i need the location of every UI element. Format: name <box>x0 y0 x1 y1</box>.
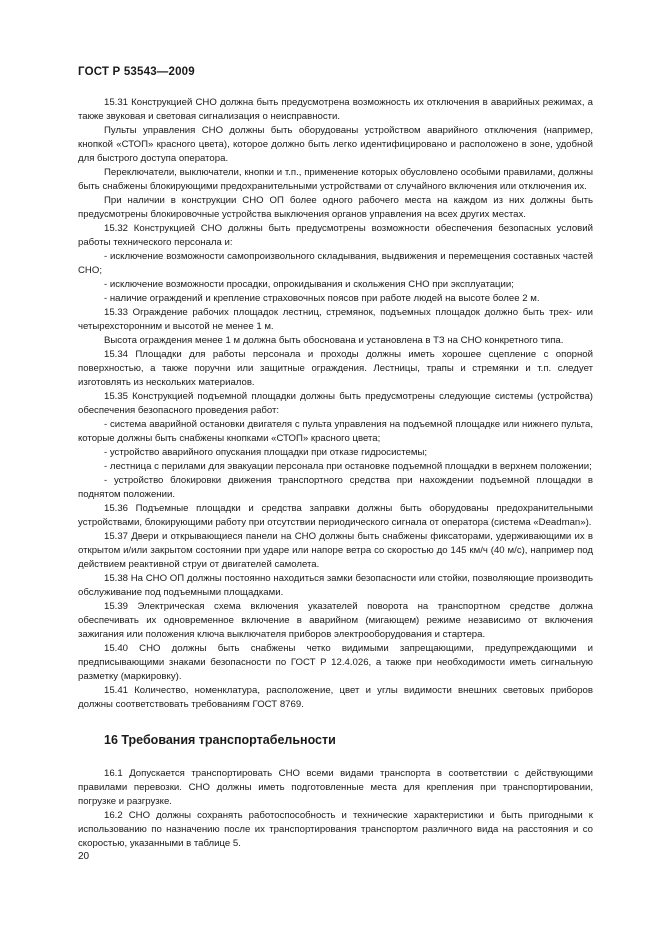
paragraph: 16.2 СНО должны сохранять работоспособность и технические характеристики и быть пригодными к использованию по назначению после их транспортирования транспортом различного вида на расстояния и со скоростью, указанными в таблице 5. <box>78 810 593 849</box>
list-item: - устройство блокировки движения транспортного средства при нахождении подъемной площадки в поднятом положении. <box>78 475 593 500</box>
paragraph: Пульты управления СНО должны быть оборудованы устройством аварийного отключения (например, кнопкой «СТОП» красного цвета), которое должно быть легко идентифицировано и расположено в зоне, удобной для быстрого доступа оператора. <box>78 125 593 164</box>
body-text <box>78 96 593 851</box>
standard-header: ГОСТ Р 53543—2009 <box>78 66 195 78</box>
paragraph: Переключатели, выключатели, кнопки и т.п., применение которых обусловлено особыми правилами, должны быть снабжены блокирующими предохранительными устройствами от случайного включения или отключения их. <box>78 167 593 192</box>
paragraph: 15.35 Конструкцией подъемной площадки должны быть предусмотрены следующие системы (устройства) обеспечения безопасного проведения работ: <box>78 391 593 416</box>
paragraph: 15.39 Электрическая схема включения указателей поворота на транспортном средстве должна обеспечивать их одновременное включение в аварийном (мигающем) режиме независимо от включения зажигания или положения ключа выключателя приборов электрооборудования и стартера. <box>78 601 593 640</box>
section-title: 16 Требования транспортабельности <box>104 733 336 747</box>
paragraph: 15.40 СНО должны быть снабжены четко видимыми запрещающими, предупреждающими и предписывающими знаками безопасности по ГОСТ Р 12.4.026, а также при необходимости иметь сигнальную разметку (маркировку). <box>78 643 593 682</box>
paragraph: 15.38 На СНО ОП должны постоянно находиться замки безопасности или стойки, позволяющие производить обслуживание под подъемными площадками. <box>78 573 593 598</box>
paragraph: 15.34 Площадки для работы персонала и проходы должны иметь хорошее сцепление с опорной поверхностью, а также поручни или защитные ограждения. Лестницы, трапы и стремянки и т.п. следует изготовлять из нескольких материалов. <box>78 349 593 388</box>
paragraph: 15.33 Ограждение рабочих площадок лестниц, стремянок, подъемных площадок должно быть трех- или четырехсторонним и высотой не менее 1 м. <box>78 307 593 332</box>
list-item: - лестница с перилами для эвакуации персонала при остановке подъемной площадки в верхнем положении; <box>104 461 592 472</box>
paragraph: 15.37 Двери и открывающиеся панели на СНО должны быть снабжены фиксаторами, удерживающими их в открытом и/или закрытом состоянии при ударе или напоре ветра со скоростью до 145 км/ч (40 м/с), например под действием реактивной струи от двигателей самолета. <box>78 531 593 570</box>
paragraph: При наличии в конструкции СНО ОП более одного рабочего места на каждом из них должны быть предусмотрены блокировочные устройства выключения органов управления на всех других местах. <box>78 195 593 220</box>
list-item: - исключение возможности просадки, опрокидывания и скольжения СНО при эксплуатации; <box>104 279 514 290</box>
list-item: - устройство аварийного опускания площадки при отказе гидросистемы; <box>104 447 428 458</box>
page-number: 20 <box>78 851 90 862</box>
list-item: - система аварийной остановки двигателя с пульта управления на подъемной площадке или нижнего пульта, которые должны быть снабжены кнопками «СТОП» красного цвета; <box>78 419 593 444</box>
paragraph: 15.32 Конструкцией СНО должны быть предусмотрены возможности обеспечения безопасных условий работы технического персонала и: <box>78 223 593 248</box>
paragraph: 16.1 Допускается транспортировать СНО всеми видами транспорта в соответствии с действующими правилами перевозки. СНО должны иметь подготовленные места для крепления при транспортировании, погрузке и разгрузке. <box>78 768 593 807</box>
list-item: - исключение возможности самопроизвольного складывания, выдвижения и перемещения составных частей СНО; <box>78 251 593 276</box>
paragraph: 15.41 Количество, номенклатура, расположение, цвет и углы видимости внешних световых приборов должны соответствовать требованиям ГОСТ 8769. <box>78 685 593 710</box>
paragraph: Высота ограждения менее 1 м должна быть обоснована и установлена в ТЗ на СНО конкретного типа. <box>104 335 564 346</box>
paragraph: 15.31 Конструкцией СНО должна быть предусмотрена возможность их отключения в аварийных режимах, а также звуковая и световая сигнализация о неисправности. <box>78 97 593 122</box>
paragraph: 15.36 Подъемные площадки и средства заправки должны быть оборудованы предохранительными устройствами, блокирующими работу при отсутствии периодического сигнала от оператора (система «Deadman»). <box>78 503 593 528</box>
list-item: - наличие ограждений и крепление страховочных поясов при работе людей на высоте более 2 м. <box>104 293 540 304</box>
